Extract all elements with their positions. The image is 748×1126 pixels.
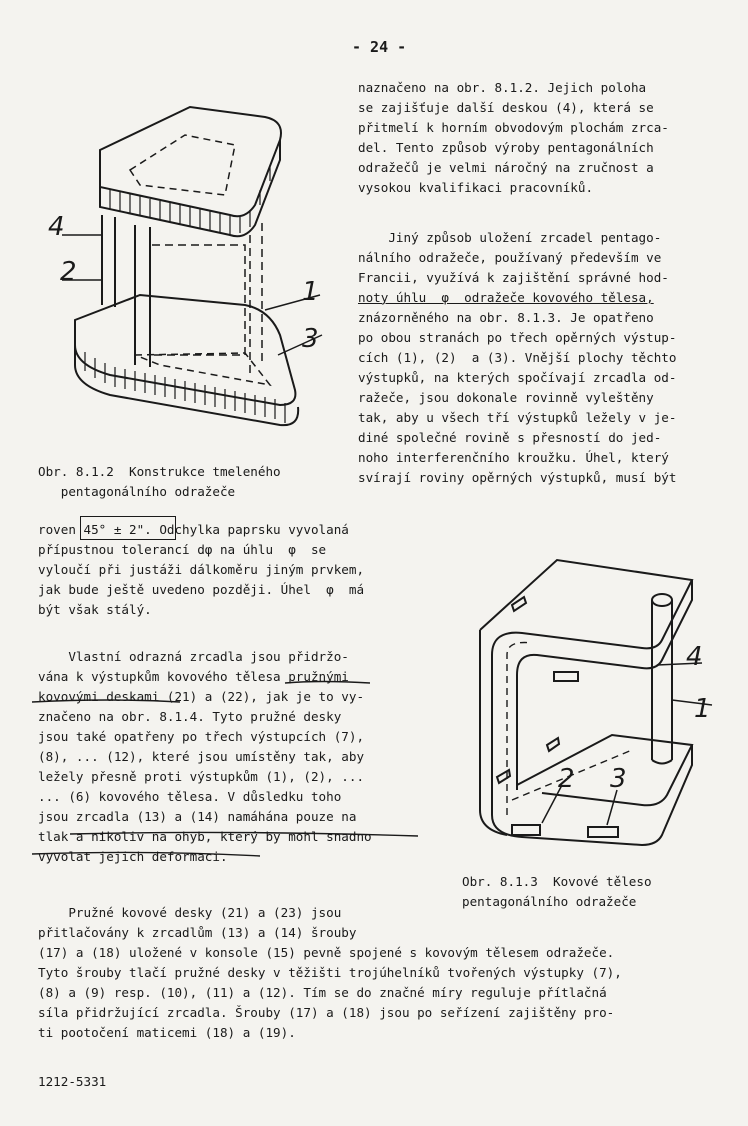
page-number: - 24 - xyxy=(352,38,407,56)
figure-label: 3 xyxy=(302,324,319,354)
text-line: noho interferenčního kroužku. Úhel, který xyxy=(358,450,669,465)
text-line: roven 45° ± 2". Odchylka paprsku vyvolaná xyxy=(38,522,349,537)
figure-label: 2 xyxy=(558,764,575,794)
figure-label: 4 xyxy=(686,642,703,672)
text-line: Vlastní odrazná zrcadla jsou přidržo- xyxy=(38,649,349,664)
caption-line: Obr. 8.1.2 Konstrukce tmeleného xyxy=(38,464,281,479)
text-line: jsou zrcadla (13) a (14) namáhána pouze na xyxy=(38,809,357,824)
caption-line: Obr. 8.1.3 Kovové těleso xyxy=(462,874,652,889)
figure-label: 2 xyxy=(60,257,77,287)
text-line: ležely přesně proti výstupkům (1), (2), ... xyxy=(38,769,365,784)
caption-line: pentagonálního odražeče xyxy=(462,894,637,909)
text-line: vyloučí při justáži dálkoměru jiným prvkem, xyxy=(38,562,365,577)
figure-8-1-2 xyxy=(40,95,340,440)
handwritten-box xyxy=(80,516,176,540)
text-line: Pružné kovové desky (21) a (23) jsou xyxy=(38,905,342,920)
text-line: Tyto šrouby tlačí pružné desky v těžišti trojúhelníků tvořených výstupky (7), xyxy=(38,965,622,980)
text-line: přípustnou tolerancí dφ na úhlu φ se xyxy=(38,542,327,557)
text-line: diné společné rovině s přesností do jed- xyxy=(358,430,662,445)
text-line: jak bude ještě uvedeno později. Úhel φ má xyxy=(38,582,365,597)
text-line: (8), ... (12), které jsou umístěny tak, aby xyxy=(38,749,365,764)
text-line: kovovými deskami (21) a (22), jak je to vy- xyxy=(38,689,365,704)
text-line: ... (6) kovového tělesa. V důsledku toho xyxy=(38,789,342,804)
text-line: odražečů je velmi náročný na zručnost a xyxy=(358,160,654,175)
text-line: přitlačovány k zrcadlům (13) a (14) šrouby xyxy=(38,925,357,940)
text-line: znázorněného na obr. 8.1.3. Je opatřeno xyxy=(358,310,654,325)
text-line: se zajišťuje další deskou (4), která se xyxy=(358,100,654,115)
text-line: cích (1), (2) a (3). Vnější plochy těchto xyxy=(358,350,677,365)
text-line: vána k výstupkům kovového tělesa pružnými xyxy=(38,669,349,684)
text-line: být však stálý. xyxy=(38,602,152,617)
text-line: noty úhlu φ odražeče kovového tělesa, xyxy=(358,290,654,305)
text-line: tlak a nikoliv na ohyb, který by mohl snadno xyxy=(38,829,372,844)
text-line: (8) a (9) resp. (10), (11) a (12). Tím se do značné míry reguluje přítlačná xyxy=(38,985,607,1000)
text-line: Francii, využívá k zajištění správné hod- xyxy=(358,270,669,285)
figure-label: 1 xyxy=(302,277,319,307)
text-line: jsou také opatřeny po třech výstupcích (7), xyxy=(38,729,365,744)
text-line: přitmelí k horním obvodovým plochám zrca- xyxy=(358,120,669,135)
text-line: značeno na obr. 8.1.4. Tyto pružné desky xyxy=(38,709,342,724)
text-line: vysokou kvalifikaci pracovníků. xyxy=(358,180,594,195)
text-line: ti pootočení maticemi (18) a (19). xyxy=(38,1025,296,1040)
text-line: síla přidržující zrcadla. Šrouby (17) a (18) jsou po seřízení zajištěny pro- xyxy=(38,1005,615,1020)
text-line: vyvolat jejich deformaci. xyxy=(38,849,228,864)
text-line: výstupků, na kterých spočívají zrcadla od- xyxy=(358,370,677,385)
text-line: tak, aby u všech tří výstupků ležely v je- xyxy=(358,410,677,425)
text-line: ražeče, jsou dokonale rovinně vyleštěny xyxy=(358,390,654,405)
figure-label: 4 xyxy=(48,212,65,242)
figure-label: 1 xyxy=(694,694,711,724)
handwritten-underlines xyxy=(30,680,430,860)
figure-label: 3 xyxy=(610,764,627,794)
text-line: Jiný způsob uložení zrcadel pentago- xyxy=(358,230,662,245)
text-line: po obou stranách po třech opěrných výstup- xyxy=(358,330,677,345)
caption-line: pentagonálního odražeče xyxy=(38,484,236,499)
figure-8-1-3 xyxy=(462,545,732,850)
text-line: (17) a (18) uložené v konsole (15) pevně spojené s kovovým tělesem odražeče. xyxy=(38,945,615,960)
text-line: nálního odražeče, používaný především ve xyxy=(358,250,662,265)
text-line: naznačeno na obr. 8.1.2. Jejich poloha xyxy=(358,80,647,95)
document-code: 1212-5331 xyxy=(38,1074,107,1089)
text-line: svírají roviny opěrných výstupků, musí být xyxy=(358,470,677,485)
text-line: del. Tento způsob výroby pentagonálních xyxy=(358,140,654,155)
